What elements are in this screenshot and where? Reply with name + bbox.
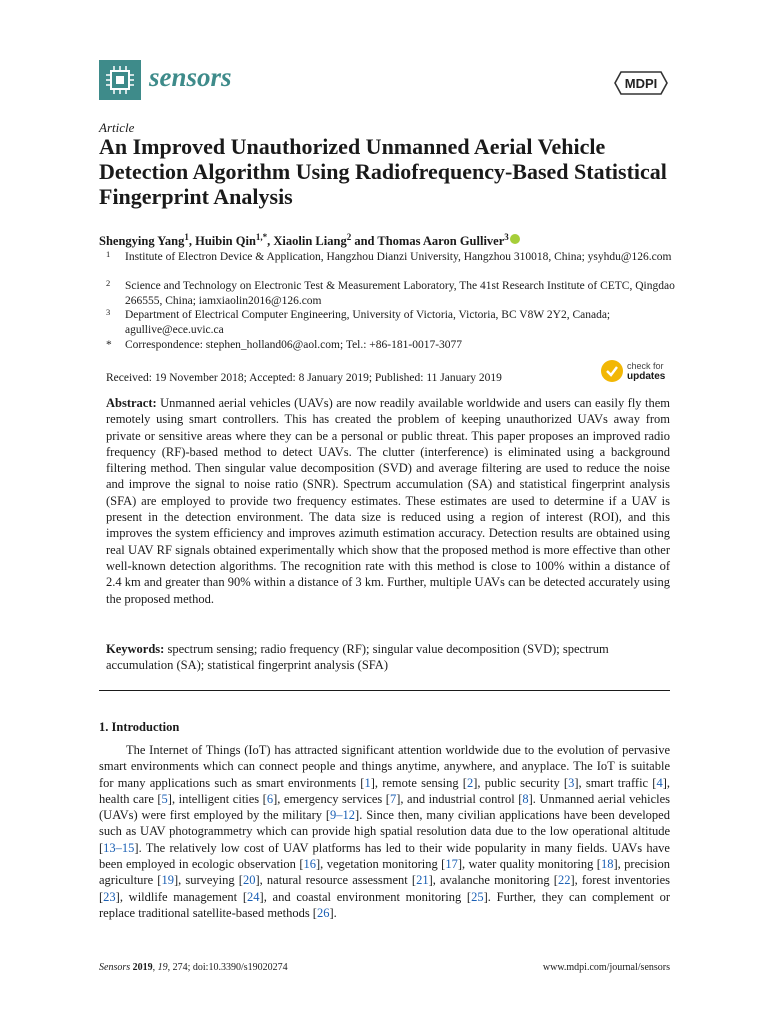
- intro-text: The Internet of Things (IoT) has attracted significant attention worldwide due to the evolution of pervasive smart environments which can connect people and things anytime, anywhere, and anyplace. The IoT is suitable for many applications such as smart environments [: [99, 743, 670, 790]
- intro-text: ]. Further, they can complement or replace traditional satellite-based methods [: [99, 889, 671, 920]
- citation-link[interactable]: 22: [557, 873, 571, 888]
- intro-text: ], avalanche monitoring [: [428, 873, 558, 888]
- section-divider: [99, 690, 670, 691]
- intro-text: ], smart traffic [: [574, 775, 657, 790]
- sensors-chip-icon: [99, 60, 141, 100]
- intro-text: ], forest inventories [: [99, 873, 670, 904]
- citation-link[interactable]: 3: [568, 775, 575, 790]
- intro-text: ], water quality monitoring [: [457, 857, 601, 872]
- article-title: An Improved Unauthorized Unmanned Aerial Vehicle Detection Algorithm Using Radiofrequency-Based Statistical Fingerprint Analysis: [99, 134, 667, 209]
- citation-link[interactable]: 21: [416, 873, 429, 888]
- intro-text: ]. The relatively low cost of UAV platforms has led to their wide popularity in many fields. UAVs have been employed in ecologic observation [: [99, 840, 670, 872]
- publisher-name: MDPI: [624, 76, 658, 91]
- citation-link[interactable]: 8: [522, 791, 529, 806]
- citation-link[interactable]: 5: [161, 791, 168, 806]
- author-affil-mark: 1,*: [255, 232, 268, 242]
- article-type: Article: [99, 120, 135, 135]
- author-separator: and: [351, 234, 378, 249]
- mdpi-logo: [610, 70, 672, 96]
- journal-name: sensors: [149, 62, 232, 92]
- intro-text: ], public security [: [473, 775, 569, 790]
- check-for-updates-icon: [601, 360, 623, 382]
- affiliation-text: Science and Technology on Electronic Test & Measurement Laboratory, The 41st Research Institute of CETC, Qingdao 266555, China; iamxiaolin2016@126.com: [125, 280, 675, 307]
- intro-text: ], remote sensing [: [370, 775, 467, 790]
- author-name: Xiaolin Liang: [273, 234, 347, 249]
- affiliation-number: 2: [106, 278, 111, 288]
- intro-text: ], vegetation monitoring [: [316, 857, 446, 872]
- intro-text: ], and industrial control [: [396, 791, 523, 806]
- citation-link[interactable]: 20: [242, 873, 256, 888]
- intro-text: ]. Since then, many civilian applications have been developed such as UAV photogrammetry which can provide high spatial resolution data due to the low operational altitude [: [99, 808, 670, 855]
- intro-text: ].: [329, 905, 337, 920]
- author-separator: ,: [267, 234, 274, 249]
- section-heading: 1. Introduction: [99, 720, 180, 734]
- citation-link[interactable]: 6: [266, 791, 274, 806]
- citation-link[interactable]: 9–12: [330, 808, 356, 823]
- affiliation-number: 1: [106, 249, 111, 259]
- author-affil-mark: 1: [184, 232, 189, 242]
- footer-citation: Sensors 2019, 19, 274; doi:10.3390/s19020274: [99, 962, 288, 973]
- citation-link[interactable]: 17: [445, 857, 458, 872]
- affiliation-text: Department of Electrical Computer Engineering, University of Victoria, Victoria, BC V8W 2Y2, Canada; agullive@ece.uvic.ca: [125, 309, 611, 336]
- correspondence-text: Correspondence: stephen_holland06@aol.com; Tel.: +86-181-0017-3077: [125, 339, 463, 351]
- footer-volume: 19: [157, 962, 168, 973]
- citation-link[interactable]: 16: [303, 857, 317, 872]
- affiliation-text: Institute of Electron Device & Application, Hangzhou Dianzi University, Hangzhou 310018, China; ysyhdu@126.com: [125, 251, 672, 263]
- intro-text: ], health care [: [99, 775, 671, 806]
- keywords-label: Keywords:: [106, 642, 165, 656]
- affiliation-number: 3: [106, 307, 111, 317]
- abstract-label: Abstract:: [106, 396, 157, 410]
- abstract-text: Unmanned aerial vehicles (UAVs) are now readily available worldwide and users can easily fly them remotely using smart controllers. This has created the problem of keeping unauthorized UAVs away from private or sensitive areas where they can be a personal or public threat. This paper proposes an improved radio frequency (RF)-based method to detect UAVs. The clutter (interference) is eliminated using a background filtering method. Then singular value decomposition (SVD) and average filtering are used to reduce the noise and improve the signal to noise ratio (SNR). Spectrum accumulation (SA) and statistical fingerprint analysis (SFA) are employed to provide two frequency estimates. These estimates are used to determine if a UAV is present in the detection environment. The data size is reduced using a region of interest (ROI), and this improves the system efficiency and improves azimuth estimation accuracy. Detection results are obtained using real UAV RF signals obtained experimentally which show that the proposed method is more effective than other well-known detection algorithms. The recognition rate with this method is close to 100% within a distance of 2.4 km and greater than 90% within a distance of 3 km. Further, multiple UAVs can be detected accurately using the proposed method.: [106, 396, 670, 606]
- check-for-updates-badge[interactable]: [601, 360, 673, 386]
- check-updates-line1: check for: [627, 361, 664, 371]
- citation-link[interactable]: 7: [389, 791, 397, 806]
- author-name: Thomas Aaron Gulliver: [377, 234, 505, 249]
- citation-link[interactable]: 4: [656, 775, 663, 790]
- citation-link[interactable]: 24: [247, 889, 260, 904]
- footer-journal: Sensors: [99, 962, 131, 973]
- footer-doi: , 274; doi:10.3390/s19020274: [167, 962, 288, 973]
- intro-text: ], surveying [: [173, 873, 243, 888]
- citation-link[interactable]: 23: [103, 889, 116, 904]
- intro-text: ]. Unmanned aerial vehicles (UAVs) were first employed by the military [: [99, 791, 671, 823]
- citation-link[interactable]: 13–15: [103, 840, 135, 855]
- abstract: [106, 395, 670, 607]
- author-name: Huibin Qin: [195, 234, 256, 249]
- author-affil-mark: 2: [346, 232, 352, 242]
- orcid-icon[interactable]: [510, 234, 520, 244]
- check-for-updates-label: [627, 361, 665, 382]
- footer-url[interactable]: www.mdpi.com/journal/sensors: [542, 962, 670, 973]
- intro-text: ], emergency services [: [273, 791, 390, 806]
- intro-text: ], intelligent cities [: [167, 791, 267, 806]
- author-name: Shengying Yang: [99, 234, 185, 249]
- intro-text: ], and coastal environment monitoring [: [259, 889, 472, 904]
- author-separator: ,: [188, 234, 196, 249]
- citation-link[interactable]: 19: [161, 873, 174, 888]
- citation-link[interactable]: 2: [466, 775, 474, 790]
- intro-text: ], wildlife management [: [115, 889, 248, 904]
- intro-text: ], precision agriculture [: [99, 857, 670, 888]
- citation-link[interactable]: 25: [471, 889, 484, 904]
- citation-link[interactable]: 18: [600, 857, 614, 872]
- author-affil-mark: 3: [504, 232, 509, 242]
- publication-dates: Received: 19 November 2018; Accepted: 8 January 2019; Published: 11 January 2019: [106, 372, 502, 384]
- keywords-text: spectrum sensing; radio frequency (RF); singular value decomposition (SVD); spectrum accumulation (SA); statistical fingerprint analysis (SFA): [106, 642, 609, 673]
- introduction-paragraph: [99, 742, 670, 921]
- citation-link[interactable]: 26: [316, 905, 330, 920]
- intro-text: ], natural resource assessment [: [255, 873, 417, 888]
- keywords: [106, 641, 670, 674]
- author-list: [99, 229, 679, 249]
- footer-year: 2019: [132, 962, 153, 973]
- citation-link[interactable]: 1: [364, 775, 371, 790]
- correspondence-mark: *: [106, 339, 112, 351]
- check-updates-line2: updates: [627, 371, 666, 382]
